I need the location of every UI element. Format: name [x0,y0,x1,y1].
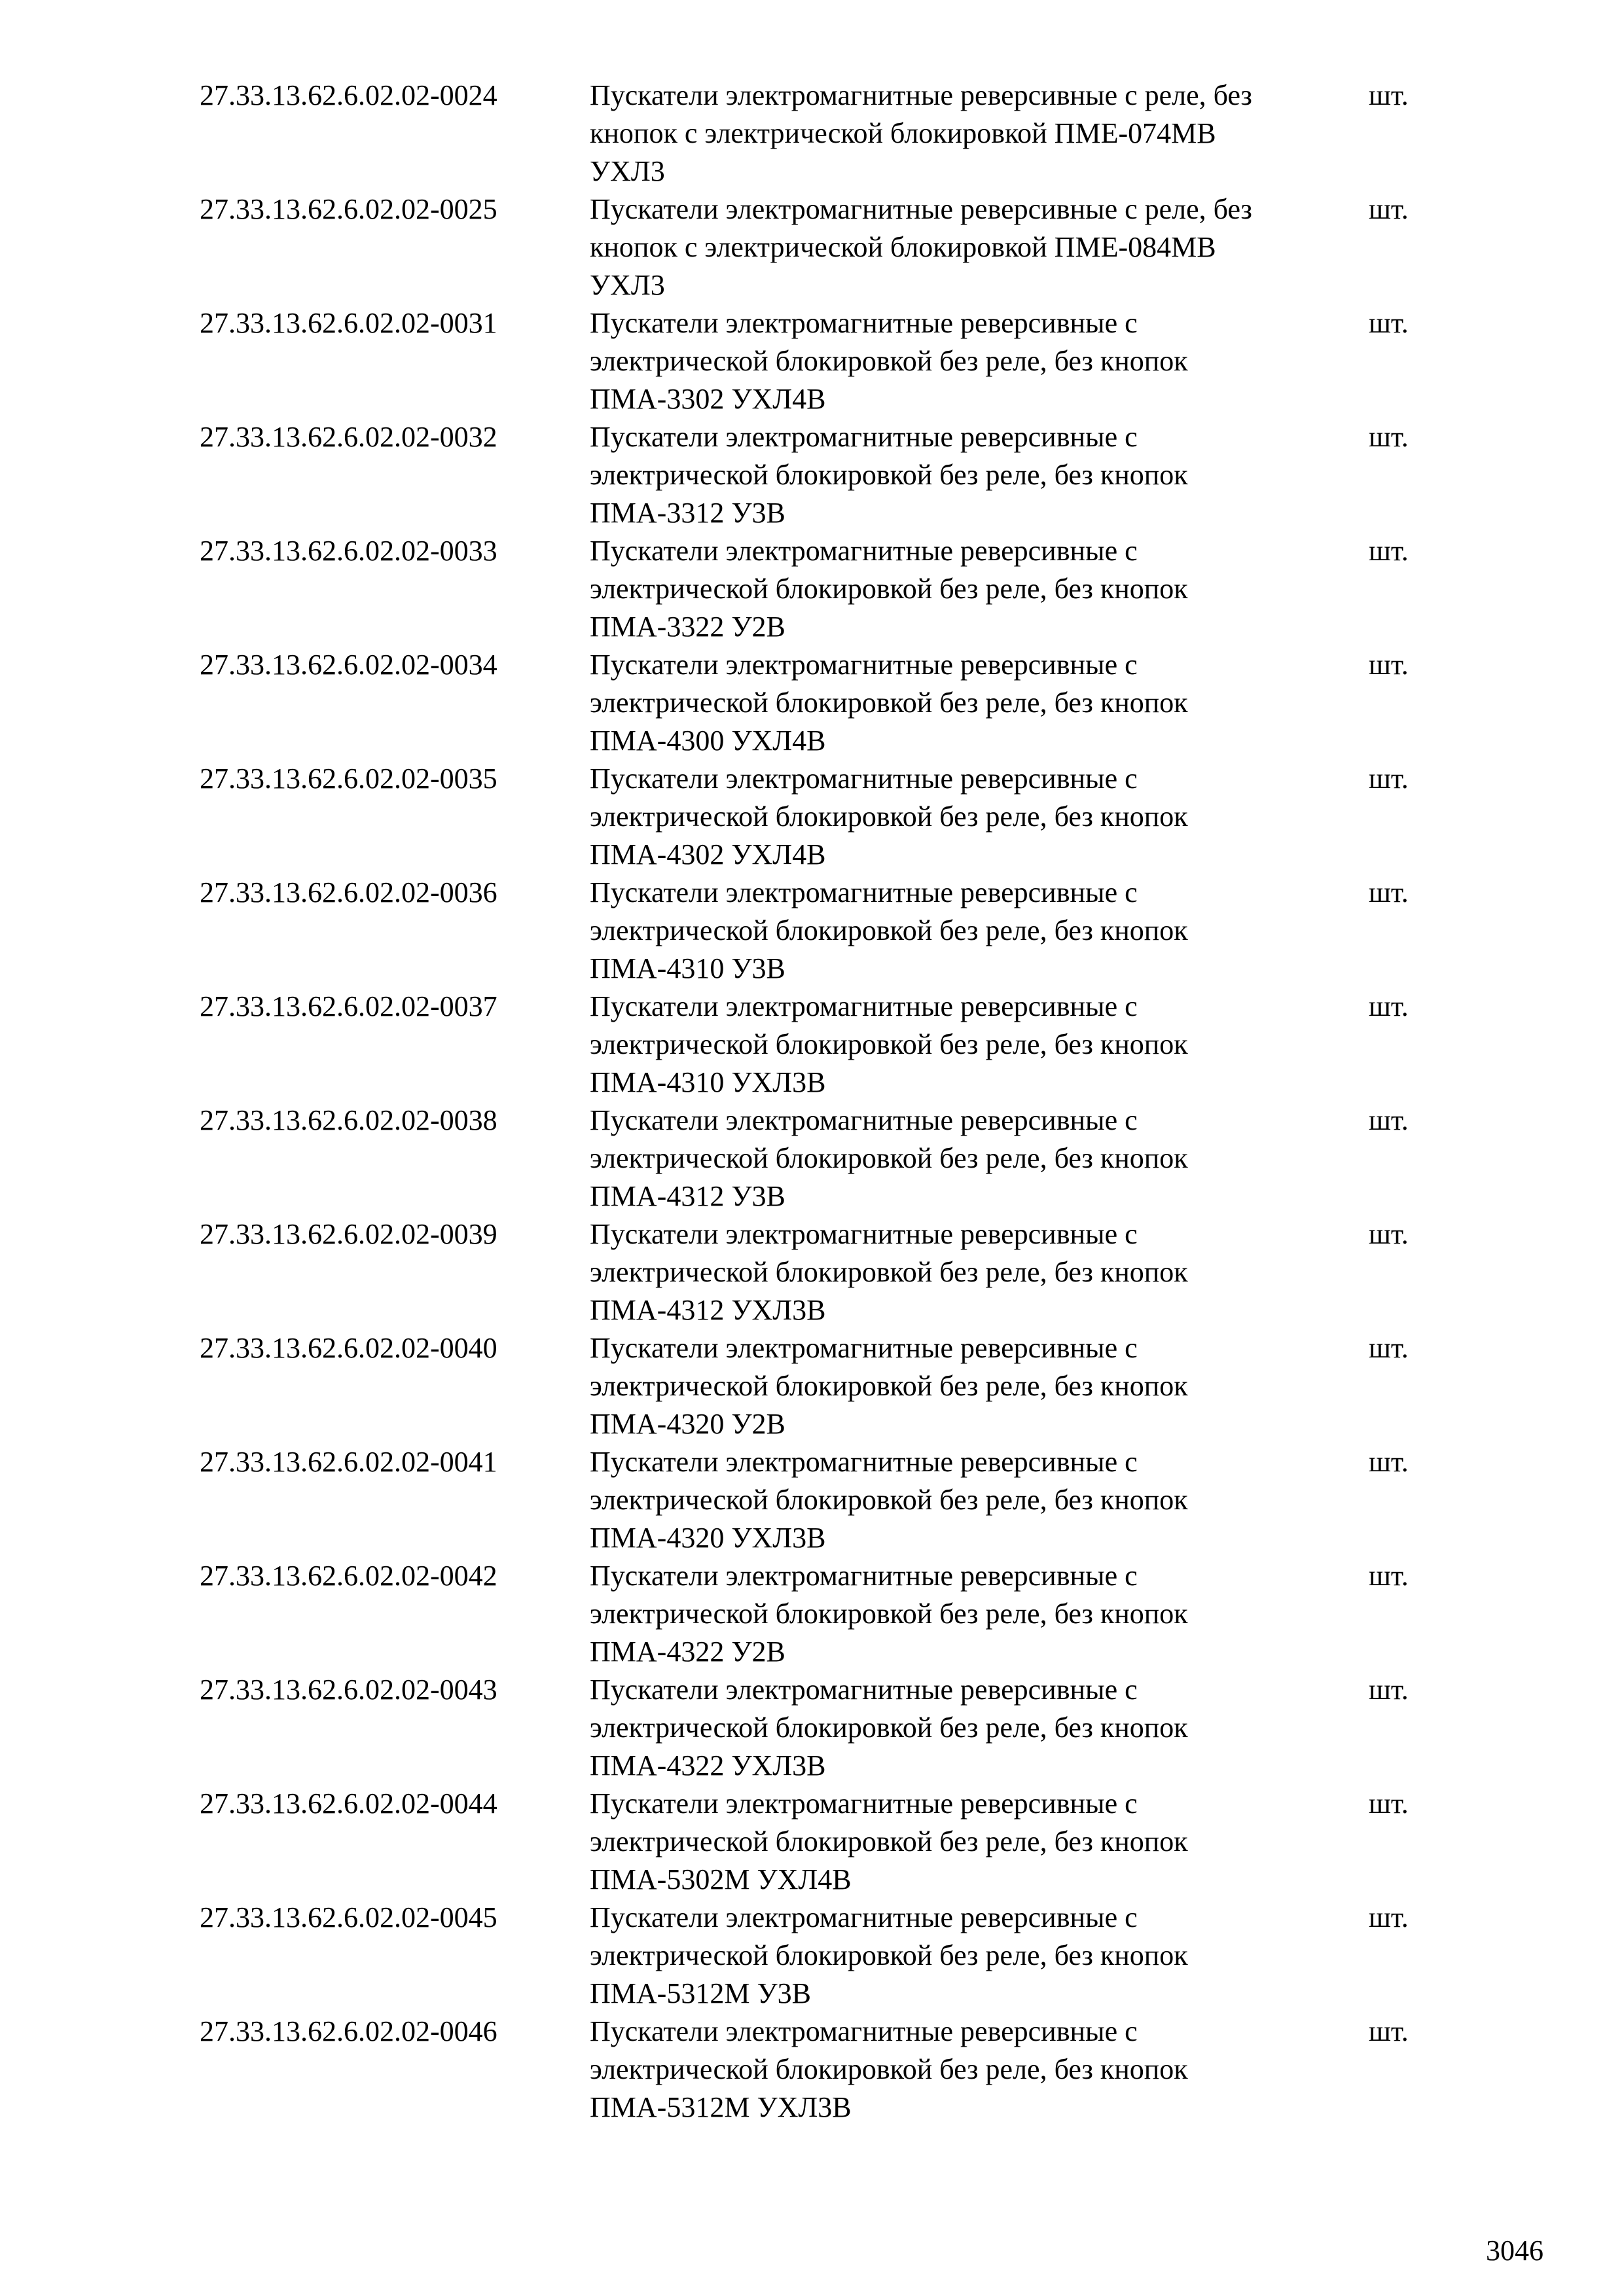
item-description-line: УХЛ3 [590,155,665,187]
item-description [590,1785,1369,1899]
item-unit: шт. [1369,1901,1409,1933]
item-code: 27.33.13.62.6.02.02-0036 [200,876,497,908]
item-row [200,646,1443,760]
item-code: 27.33.13.62.6.02.02-0045 [200,1901,497,1933]
item-code: 27.33.13.62.6.02.02-0038 [200,1104,497,1136]
item-description-line: ПМА-4322 У2В [590,1636,785,1668]
item-unit: шт. [1369,1332,1409,1364]
item-description-line: электрической блокировкой без реле, без кнопок [590,1712,1188,1744]
item-row [200,1557,1443,1671]
item-unit: шт. [1369,1674,1409,1706]
item-description [590,988,1369,1102]
item-description-line: ПМА-4320 У2В [590,1408,785,1440]
item-description-line: ПМА-4322 УХЛ3В [590,1749,826,1782]
item-unit: шт. [1369,1104,1409,1136]
item-description-line: ПМА-4312 УХЛ3В [590,1294,826,1326]
item-unit: шт. [1369,421,1409,453]
item-description [590,304,1369,418]
item-description-line: электрической блокировкой без реле, без кнопок [590,459,1188,491]
item-description-line: Пускатели электромагнитные реверсивные с реле, без [590,79,1252,111]
item-unit: шт. [1369,535,1409,567]
item-description-line: электрической блокировкой без реле, без кнопок [590,1598,1188,1630]
item-row [200,77,1443,190]
item-code: 27.33.13.62.6.02.02-0037 [200,990,497,1022]
item-description [590,1443,1369,1557]
item-row [200,1671,1443,1785]
item-description-line: Пускатели электромагнитные реверсивные с [590,2015,1138,2047]
item-unit: шт. [1369,1787,1409,1820]
item-description-line: ПМА-4320 УХЛ3В [590,1522,826,1554]
item-code: 27.33.13.62.6.02.02-0034 [200,649,497,681]
item-description [590,1102,1369,1215]
item-code: 27.33.13.62.6.02.02-0046 [200,2015,497,2047]
page-number: 3046 [1486,2234,1543,2267]
item-code: 27.33.13.62.6.02.02-0042 [200,1560,497,1592]
item-code: 27.33.13.62.6.02.02-0025 [200,193,497,225]
item-code: 27.33.13.62.6.02.02-0041 [200,1446,497,1478]
item-code: 27.33.13.62.6.02.02-0035 [200,762,497,795]
item-row [200,1443,1443,1557]
item-description [590,77,1369,190]
item-row [200,874,1443,988]
item-description-line: ПМА-5312М У3В [590,1977,811,2009]
item-code: 27.33.13.62.6.02.02-0040 [200,1332,497,1364]
item-description-line: ПМА-3302 УХЛ4В [590,383,826,415]
item-description-line: Пускатели электромагнитные реверсивные с [590,421,1138,453]
item-description-line: Пускатели электромагнитные реверсивные с [590,762,1138,795]
item-description-line: Пускатели электромагнитные реверсивные с [590,876,1138,908]
item-description [590,760,1369,874]
item-unit: шт. [1369,79,1409,111]
item-description-line: Пускатели электромагнитные реверсивные с [590,1787,1138,1820]
item-code: 27.33.13.62.6.02.02-0032 [200,421,497,453]
item-description-line: ПМА-4310 УХЛ3В [590,1066,826,1098]
item-code: 27.33.13.62.6.02.02-0039 [200,1218,497,1250]
item-description [590,1215,1369,1329]
item-description-line: электрической блокировкой без реле, без кнопок [590,1825,1188,1857]
item-description [590,1899,1369,2013]
item-unit: шт. [1369,649,1409,681]
item-code: 27.33.13.62.6.02.02-0031 [200,307,497,339]
item-row [200,1102,1443,1215]
item-row [200,1899,1443,2013]
item-row [200,304,1443,418]
item-description-line: электрической блокировкой без реле, без кнопок [590,800,1188,833]
item-unit: шт. [1369,1446,1409,1478]
item-unit: шт. [1369,307,1409,339]
item-description-line: ПМА-3322 У2В [590,611,785,643]
item-description-line: кнопок с электрической блокировкой ПМЕ-074МВ [590,117,1216,149]
item-description-line: электрической блокировкой без реле, без кнопок [590,1484,1188,1516]
item-unit: шт. [1369,1218,1409,1250]
item-code: 27.33.13.62.6.02.02-0043 [200,1674,497,1706]
item-description-line: электрической блокировкой без реле, без кнопок [590,573,1188,605]
item-description [590,418,1369,532]
item-description-line: ПМА-4310 У3В [590,952,785,984]
item-list [200,77,1443,2126]
item-description-line: кнопок с электрической блокировкой ПМЕ-084МВ [590,231,1216,263]
item-description-line: электрической блокировкой без реле, без кнопок [590,1939,1188,1971]
item-row [200,532,1443,646]
item-description-line: ПМА-4300 УХЛ4В [590,725,826,757]
item-description-line: Пускатели электромагнитные реверсивные с [590,1332,1138,1364]
item-description-line: Пускатели электромагнитные реверсивные с [590,990,1138,1022]
item-description-line: Пускатели электромагнитные реверсивные с [590,535,1138,567]
item-code: 27.33.13.62.6.02.02-0044 [200,1787,497,1820]
item-description-line: электрической блокировкой без реле, без кнопок [590,1028,1188,1060]
item-description [590,190,1369,304]
item-description-line: Пускатели электромагнитные реверсивные с [590,307,1138,339]
item-description-line: Пускатели электромагнитные реверсивные с [590,1218,1138,1250]
item-description [590,1329,1369,1443]
item-description-line: электрической блокировкой без реле, без кнопок [590,914,1188,946]
item-code: 27.33.13.62.6.02.02-0033 [200,535,497,567]
item-row [200,418,1443,532]
item-unit: шт. [1369,762,1409,795]
item-row [200,1215,1443,1329]
item-description-line: ПМА-4312 У3В [590,1180,785,1212]
item-description-line: электрической блокировкой без реле, без кнопок [590,1142,1188,1174]
item-description [590,1671,1369,1785]
item-description-line: электрической блокировкой без реле, без кнопок [590,1370,1188,1402]
item-row [200,1785,1443,1899]
item-description-line: ПМА-3312 У3В [590,497,785,529]
item-description-line: Пускатели электромагнитные реверсивные с [590,1446,1138,1478]
item-description-line: Пускатели электромагнитные реверсивные с [590,1104,1138,1136]
item-unit: шт. [1369,1560,1409,1592]
item-row [200,2013,1443,2126]
item-description-line: ПМА-5302М УХЛ4В [590,1863,852,1895]
item-description-line: Пускатели электромагнитные реверсивные с реле, без [590,193,1252,225]
item-unit: шт. [1369,2015,1409,2047]
item-row [200,190,1443,304]
item-description-line: ПМА-4302 УХЛ4В [590,838,826,870]
item-description-line: Пускатели электромагнитные реверсивные с [590,649,1138,681]
item-description [590,532,1369,646]
item-description-line: Пускатели электромагнитные реверсивные с [590,1560,1138,1592]
item-description-line: электрической блокировкой без реле, без кнопок [590,1256,1188,1288]
item-description [590,874,1369,988]
item-row [200,760,1443,874]
item-description-line: Пускатели электромагнитные реверсивные с [590,1901,1138,1933]
item-description-line: электрической блокировкой без реле, без кнопок [590,345,1188,377]
item-code: 27.33.13.62.6.02.02-0024 [200,79,497,111]
item-unit: шт. [1369,990,1409,1022]
item-description [590,1557,1369,1671]
item-unit: шт. [1369,193,1409,225]
item-description-line: электрической блокировкой без реле, без кнопок [590,687,1188,719]
item-description-line: Пускатели электромагнитные реверсивные с [590,1674,1138,1706]
item-description-line: электрической блокировкой без реле, без кнопок [590,2053,1188,2085]
item-description-line: ПМА-5312М УХЛ3В [590,2091,852,2123]
item-description [590,646,1369,760]
item-description-line: УХЛ3 [590,269,665,301]
item-row [200,1329,1443,1443]
item-row [200,988,1443,1102]
item-unit: шт. [1369,876,1409,908]
item-description [590,2013,1369,2126]
